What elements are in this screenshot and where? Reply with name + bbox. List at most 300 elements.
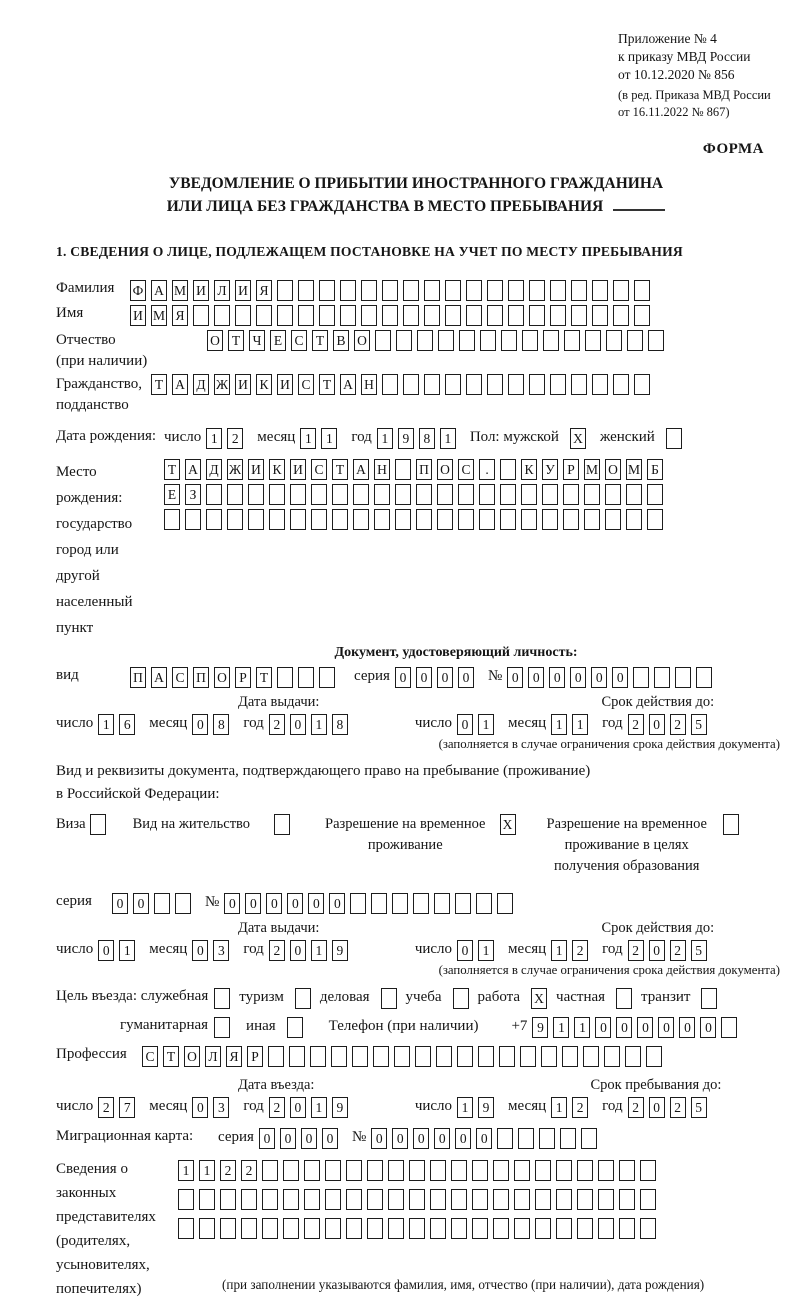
- doc-kind-input[interactable]: [130, 667, 340, 688]
- char-cell[interactable]: [472, 1189, 488, 1210]
- char-cell[interactable]: [248, 484, 264, 505]
- char-cell[interactable]: [199, 1189, 215, 1210]
- char-cell[interactable]: [388, 1189, 404, 1210]
- char-cell[interactable]: 0: [371, 1128, 387, 1149]
- char-cell[interactable]: [193, 305, 209, 326]
- char-cell[interactable]: [451, 1218, 467, 1239]
- char-cell[interactable]: [633, 667, 649, 688]
- char-cell[interactable]: Я: [172, 305, 188, 326]
- char-cell[interactable]: [562, 1046, 578, 1067]
- char-cell[interactable]: [654, 667, 670, 688]
- char-cell[interactable]: Е: [164, 484, 180, 505]
- migration-series-input[interactable]: [259, 1128, 343, 1149]
- char-cell[interactable]: 0: [192, 1097, 208, 1118]
- char-cell[interactable]: [647, 484, 663, 505]
- char-cell[interactable]: 1: [440, 428, 456, 449]
- char-cell[interactable]: [550, 374, 566, 395]
- char-cell[interactable]: [269, 484, 285, 505]
- char-cell[interactable]: 0: [507, 667, 523, 688]
- char-cell[interactable]: [451, 1189, 467, 1210]
- char-cell[interactable]: [535, 1160, 551, 1181]
- char-cell[interactable]: [696, 667, 712, 688]
- char-cell[interactable]: О: [184, 1046, 200, 1067]
- char-cell[interactable]: [235, 305, 251, 326]
- char-cell[interactable]: [522, 330, 538, 351]
- sex-female-checkbox[interactable]: [666, 428, 682, 449]
- char-cell[interactable]: 0: [649, 940, 665, 961]
- char-cell[interactable]: Я: [256, 280, 272, 301]
- char-cell[interactable]: 0: [700, 1017, 716, 1038]
- char-cell[interactable]: [640, 1189, 656, 1210]
- char-cell[interactable]: Т: [228, 330, 244, 351]
- stay-until-day[interactable]: [457, 1097, 499, 1118]
- char-cell[interactable]: 0: [455, 1128, 471, 1149]
- char-cell[interactable]: [331, 1046, 347, 1067]
- char-cell[interactable]: [375, 330, 391, 351]
- char-cell[interactable]: [521, 484, 537, 505]
- char-cell[interactable]: [451, 1160, 467, 1181]
- char-cell[interactable]: [445, 280, 461, 301]
- char-cell[interactable]: [598, 1218, 614, 1239]
- stay-issue-day[interactable]: [98, 940, 140, 961]
- char-cell[interactable]: [227, 484, 243, 505]
- char-cell[interactable]: [457, 1046, 473, 1067]
- name-input[interactable]: [130, 305, 655, 326]
- birth-place-row1-input[interactable]: [164, 459, 668, 480]
- char-cell[interactable]: 9: [398, 428, 414, 449]
- char-cell[interactable]: [542, 509, 558, 530]
- char-cell[interactable]: [634, 305, 650, 326]
- purpose-study-checkbox[interactable]: [453, 988, 469, 1009]
- char-cell[interactable]: [543, 330, 559, 351]
- char-cell[interactable]: [430, 1189, 446, 1210]
- char-cell[interactable]: [304, 1160, 320, 1181]
- char-cell[interactable]: [403, 374, 419, 395]
- char-cell[interactable]: [262, 1189, 278, 1210]
- char-cell[interactable]: 1: [478, 714, 494, 735]
- guardians-row1-input[interactable]: [178, 1160, 704, 1181]
- char-cell[interactable]: 1: [321, 428, 337, 449]
- char-cell[interactable]: [634, 374, 650, 395]
- char-cell[interactable]: [392, 893, 408, 914]
- char-cell[interactable]: Р: [247, 1046, 263, 1067]
- char-cell[interactable]: [373, 1046, 389, 1067]
- char-cell[interactable]: [290, 484, 306, 505]
- char-cell[interactable]: [325, 1189, 341, 1210]
- char-cell[interactable]: П: [130, 667, 146, 688]
- char-cell[interactable]: [487, 374, 503, 395]
- char-cell[interactable]: [214, 305, 230, 326]
- char-cell[interactable]: 2: [269, 940, 285, 961]
- temp-residence-checkbox[interactable]: X: [500, 814, 516, 835]
- char-cell[interactable]: 0: [658, 1017, 674, 1038]
- char-cell[interactable]: Ж: [227, 459, 243, 480]
- char-cell[interactable]: [350, 893, 366, 914]
- char-cell[interactable]: [542, 484, 558, 505]
- char-cell[interactable]: 0: [290, 940, 306, 961]
- char-cell[interactable]: [346, 1218, 362, 1239]
- char-cell[interactable]: [560, 1128, 576, 1149]
- char-cell[interactable]: И: [235, 280, 251, 301]
- char-cell[interactable]: [290, 509, 306, 530]
- char-cell[interactable]: [563, 484, 579, 505]
- char-cell[interactable]: .: [479, 459, 495, 480]
- char-cell[interactable]: 0: [322, 1128, 338, 1149]
- char-cell[interactable]: [493, 1218, 509, 1239]
- char-cell[interactable]: [583, 1046, 599, 1067]
- char-cell[interactable]: [283, 1189, 299, 1210]
- char-cell[interactable]: 2: [572, 940, 588, 961]
- char-cell[interactable]: 0: [192, 714, 208, 735]
- char-cell[interactable]: А: [151, 667, 167, 688]
- char-cell[interactable]: [277, 280, 293, 301]
- char-cell[interactable]: [493, 1160, 509, 1181]
- char-cell[interactable]: О: [354, 330, 370, 351]
- char-cell[interactable]: Л: [214, 280, 230, 301]
- char-cell[interactable]: [445, 374, 461, 395]
- char-cell[interactable]: [476, 893, 492, 914]
- char-cell[interactable]: [178, 1218, 194, 1239]
- purpose-tourism-checkbox[interactable]: [295, 988, 311, 1009]
- char-cell[interactable]: [577, 1189, 593, 1210]
- char-cell[interactable]: [584, 509, 600, 530]
- guardians-row3-input[interactable]: [178, 1218, 704, 1239]
- char-cell[interactable]: А: [151, 280, 167, 301]
- char-cell[interactable]: [499, 1046, 515, 1067]
- char-cell[interactable]: [640, 1160, 656, 1181]
- char-cell[interactable]: [581, 1128, 597, 1149]
- char-cell[interactable]: 0: [290, 714, 306, 735]
- char-cell[interactable]: [424, 374, 440, 395]
- char-cell[interactable]: Я: [226, 1046, 242, 1067]
- char-cell[interactable]: 0: [280, 1128, 296, 1149]
- char-cell[interactable]: [501, 330, 517, 351]
- char-cell[interactable]: [361, 305, 377, 326]
- char-cell[interactable]: [627, 330, 643, 351]
- char-cell[interactable]: [605, 509, 621, 530]
- char-cell[interactable]: 0: [192, 940, 208, 961]
- char-cell[interactable]: [479, 484, 495, 505]
- stay-issue-month[interactable]: [192, 940, 234, 961]
- char-cell[interactable]: 0: [637, 1017, 653, 1038]
- char-cell[interactable]: [424, 305, 440, 326]
- char-cell[interactable]: М: [584, 459, 600, 480]
- char-cell[interactable]: 1: [572, 714, 588, 735]
- guardians-row2-input[interactable]: [178, 1189, 704, 1210]
- char-cell[interactable]: Ф: [130, 280, 146, 301]
- char-cell[interactable]: [472, 1218, 488, 1239]
- char-cell[interactable]: [675, 667, 691, 688]
- char-cell[interactable]: О: [214, 667, 230, 688]
- char-cell[interactable]: [227, 509, 243, 530]
- char-cell[interactable]: [721, 1017, 737, 1038]
- char-cell[interactable]: 0: [649, 714, 665, 735]
- char-cell[interactable]: А: [185, 459, 201, 480]
- char-cell[interactable]: [206, 509, 222, 530]
- char-cell[interactable]: [497, 893, 513, 914]
- char-cell[interactable]: 9: [478, 1097, 494, 1118]
- char-cell[interactable]: 1: [300, 428, 316, 449]
- char-cell[interactable]: 0: [476, 1128, 492, 1149]
- char-cell[interactable]: [319, 305, 335, 326]
- char-cell[interactable]: [497, 1128, 513, 1149]
- char-cell[interactable]: [514, 1218, 530, 1239]
- char-cell[interactable]: [332, 509, 348, 530]
- stay-series-input[interactable]: [112, 893, 196, 914]
- char-cell[interactable]: 1: [311, 714, 327, 735]
- char-cell[interactable]: [374, 484, 390, 505]
- char-cell[interactable]: [277, 667, 293, 688]
- char-cell[interactable]: Т: [332, 459, 348, 480]
- char-cell[interactable]: [584, 484, 600, 505]
- char-cell[interactable]: [396, 330, 412, 351]
- char-cell[interactable]: [241, 1189, 257, 1210]
- char-cell[interactable]: 9: [332, 1097, 348, 1118]
- char-cell[interactable]: [466, 305, 482, 326]
- char-cell[interactable]: М: [151, 305, 167, 326]
- char-cell[interactable]: [206, 484, 222, 505]
- char-cell[interactable]: 0: [259, 1128, 275, 1149]
- char-cell[interactable]: 0: [245, 893, 261, 914]
- char-cell[interactable]: [466, 374, 482, 395]
- char-cell[interactable]: [220, 1218, 236, 1239]
- char-cell[interactable]: 0: [434, 1128, 450, 1149]
- char-cell[interactable]: [556, 1218, 572, 1239]
- char-cell[interactable]: А: [340, 374, 356, 395]
- char-cell[interactable]: 1: [199, 1160, 215, 1181]
- char-cell[interactable]: В: [333, 330, 349, 351]
- doc-valid-day[interactable]: [457, 714, 499, 735]
- char-cell[interactable]: [647, 509, 663, 530]
- char-cell[interactable]: [535, 1218, 551, 1239]
- char-cell[interactable]: 2: [628, 940, 644, 961]
- char-cell[interactable]: [500, 459, 516, 480]
- char-cell[interactable]: [409, 1160, 425, 1181]
- char-cell[interactable]: 0: [224, 893, 240, 914]
- profession-input[interactable]: [142, 1046, 667, 1067]
- char-cell[interactable]: [577, 1160, 593, 1181]
- char-cell[interactable]: Т: [163, 1046, 179, 1067]
- char-cell[interactable]: [571, 305, 587, 326]
- char-cell[interactable]: 5: [691, 1097, 707, 1118]
- char-cell[interactable]: Е: [270, 330, 286, 351]
- char-cell[interactable]: [508, 305, 524, 326]
- char-cell[interactable]: [577, 1218, 593, 1239]
- char-cell[interactable]: Ч: [249, 330, 265, 351]
- char-cell[interactable]: 1: [377, 428, 393, 449]
- purpose-official-checkbox[interactable]: [214, 988, 230, 1009]
- char-cell[interactable]: М: [626, 459, 642, 480]
- char-cell[interactable]: [340, 280, 356, 301]
- char-cell[interactable]: [346, 1160, 362, 1181]
- char-cell[interactable]: Л: [205, 1046, 221, 1067]
- char-cell[interactable]: 1: [478, 940, 494, 961]
- surname-input[interactable]: [130, 280, 655, 301]
- char-cell[interactable]: 2: [670, 940, 686, 961]
- char-cell[interactable]: 8: [332, 714, 348, 735]
- char-cell[interactable]: [199, 1218, 215, 1239]
- char-cell[interactable]: 0: [616, 1017, 632, 1038]
- char-cell[interactable]: Н: [361, 374, 377, 395]
- char-cell[interactable]: [283, 1160, 299, 1181]
- char-cell[interactable]: [367, 1218, 383, 1239]
- char-cell[interactable]: [571, 374, 587, 395]
- char-cell[interactable]: [353, 509, 369, 530]
- char-cell[interactable]: [403, 280, 419, 301]
- char-cell[interactable]: О: [207, 330, 223, 351]
- char-cell[interactable]: [262, 1218, 278, 1239]
- char-cell[interactable]: 0: [308, 893, 324, 914]
- stay-number-input[interactable]: [224, 893, 518, 914]
- char-cell[interactable]: [529, 305, 545, 326]
- char-cell[interactable]: [592, 280, 608, 301]
- birth-year-input[interactable]: [377, 428, 461, 449]
- char-cell[interactable]: 2: [220, 1160, 236, 1181]
- char-cell[interactable]: [458, 484, 474, 505]
- char-cell[interactable]: [256, 305, 272, 326]
- char-cell[interactable]: 0: [133, 893, 149, 914]
- char-cell[interactable]: Р: [235, 667, 251, 688]
- char-cell[interactable]: К: [521, 459, 537, 480]
- stay-issue-year[interactable]: [269, 940, 353, 961]
- char-cell[interactable]: 0: [301, 1128, 317, 1149]
- char-cell[interactable]: 1: [206, 428, 222, 449]
- char-cell[interactable]: 0: [290, 1097, 306, 1118]
- char-cell[interactable]: [487, 280, 503, 301]
- char-cell[interactable]: 2: [241, 1160, 257, 1181]
- phone-input[interactable]: [532, 1017, 742, 1038]
- entry-day[interactable]: [98, 1097, 140, 1118]
- char-cell[interactable]: [220, 1189, 236, 1210]
- char-cell[interactable]: С: [458, 459, 474, 480]
- birth-place-row3-input[interactable]: [164, 509, 668, 530]
- char-cell[interactable]: [310, 1046, 326, 1067]
- birth-day-input[interactable]: [206, 428, 248, 449]
- citizenship-input[interactable]: [151, 374, 655, 395]
- char-cell[interactable]: [325, 1218, 341, 1239]
- char-cell[interactable]: [529, 374, 545, 395]
- char-cell[interactable]: [374, 509, 390, 530]
- char-cell[interactable]: [164, 509, 180, 530]
- char-cell[interactable]: 2: [269, 1097, 285, 1118]
- char-cell[interactable]: [508, 280, 524, 301]
- char-cell[interactable]: [598, 1189, 614, 1210]
- stay-valid-day[interactable]: [457, 940, 499, 961]
- purpose-business-checkbox[interactable]: [381, 988, 397, 1009]
- char-cell[interactable]: К: [269, 459, 285, 480]
- char-cell[interactable]: 1: [574, 1017, 590, 1038]
- char-cell[interactable]: [409, 1189, 425, 1210]
- purpose-transit-checkbox[interactable]: [701, 988, 717, 1009]
- purpose-private-checkbox[interactable]: [616, 988, 632, 1009]
- char-cell[interactable]: [459, 330, 475, 351]
- char-cell[interactable]: [556, 1189, 572, 1210]
- char-cell[interactable]: [340, 305, 356, 326]
- char-cell[interactable]: [646, 1046, 662, 1067]
- char-cell[interactable]: 8: [419, 428, 435, 449]
- char-cell[interactable]: [613, 305, 629, 326]
- char-cell[interactable]: 0: [595, 1017, 611, 1038]
- char-cell[interactable]: 0: [549, 667, 565, 688]
- char-cell[interactable]: И: [248, 459, 264, 480]
- char-cell[interactable]: [605, 484, 621, 505]
- char-cell[interactable]: [409, 1218, 425, 1239]
- char-cell[interactable]: 3: [213, 1097, 229, 1118]
- purpose-other-checkbox[interactable]: [287, 1017, 303, 1038]
- char-cell[interactable]: И: [193, 280, 209, 301]
- char-cell[interactable]: [619, 1218, 635, 1239]
- char-cell[interactable]: [493, 1189, 509, 1210]
- char-cell[interactable]: И: [130, 305, 146, 326]
- char-cell[interactable]: [604, 1046, 620, 1067]
- char-cell[interactable]: Т: [256, 667, 272, 688]
- char-cell[interactable]: [556, 1160, 572, 1181]
- doc-valid-month[interactable]: [551, 714, 593, 735]
- char-cell[interactable]: [634, 280, 650, 301]
- char-cell[interactable]: [445, 305, 461, 326]
- char-cell[interactable]: [269, 509, 285, 530]
- stay-valid-month[interactable]: [551, 940, 593, 961]
- char-cell[interactable]: [298, 667, 314, 688]
- char-cell[interactable]: 1: [311, 1097, 327, 1118]
- char-cell[interactable]: 9: [532, 1017, 548, 1038]
- char-cell[interactable]: [518, 1128, 534, 1149]
- char-cell[interactable]: Р: [563, 459, 579, 480]
- char-cell[interactable]: [417, 330, 433, 351]
- char-cell[interactable]: П: [193, 667, 209, 688]
- birth-place-row2-input[interactable]: [164, 484, 668, 505]
- char-cell[interactable]: Д: [193, 374, 209, 395]
- char-cell[interactable]: [185, 509, 201, 530]
- char-cell[interactable]: 1: [178, 1160, 194, 1181]
- char-cell[interactable]: И: [277, 374, 293, 395]
- char-cell[interactable]: [529, 280, 545, 301]
- char-cell[interactable]: [606, 330, 622, 351]
- char-cell[interactable]: О: [605, 459, 621, 480]
- char-cell[interactable]: [371, 893, 387, 914]
- char-cell[interactable]: [319, 667, 335, 688]
- char-cell[interactable]: [500, 509, 516, 530]
- char-cell[interactable]: [154, 893, 170, 914]
- char-cell[interactable]: 2: [670, 714, 686, 735]
- doc-issue-year[interactable]: [269, 714, 353, 735]
- doc-number-input[interactable]: [507, 667, 717, 688]
- char-cell[interactable]: 1: [98, 714, 114, 735]
- char-cell[interactable]: 1: [551, 714, 567, 735]
- char-cell[interactable]: 1: [119, 940, 135, 961]
- char-cell[interactable]: [500, 484, 516, 505]
- char-cell[interactable]: [388, 1160, 404, 1181]
- char-cell[interactable]: [521, 509, 537, 530]
- char-cell[interactable]: [424, 280, 440, 301]
- char-cell[interactable]: [478, 1046, 494, 1067]
- char-cell[interactable]: 0: [112, 893, 128, 914]
- char-cell[interactable]: [367, 1160, 383, 1181]
- char-cell[interactable]: [298, 305, 314, 326]
- char-cell[interactable]: [395, 459, 411, 480]
- char-cell[interactable]: [434, 893, 450, 914]
- char-cell[interactable]: [361, 280, 377, 301]
- char-cell[interactable]: [466, 280, 482, 301]
- char-cell[interactable]: [458, 509, 474, 530]
- char-cell[interactable]: [619, 1160, 635, 1181]
- char-cell[interactable]: [325, 1160, 341, 1181]
- char-cell[interactable]: 2: [98, 1097, 114, 1118]
- char-cell[interactable]: 6: [119, 714, 135, 735]
- char-cell[interactable]: [472, 1160, 488, 1181]
- char-cell[interactable]: [437, 509, 453, 530]
- char-cell[interactable]: 1: [457, 1097, 473, 1118]
